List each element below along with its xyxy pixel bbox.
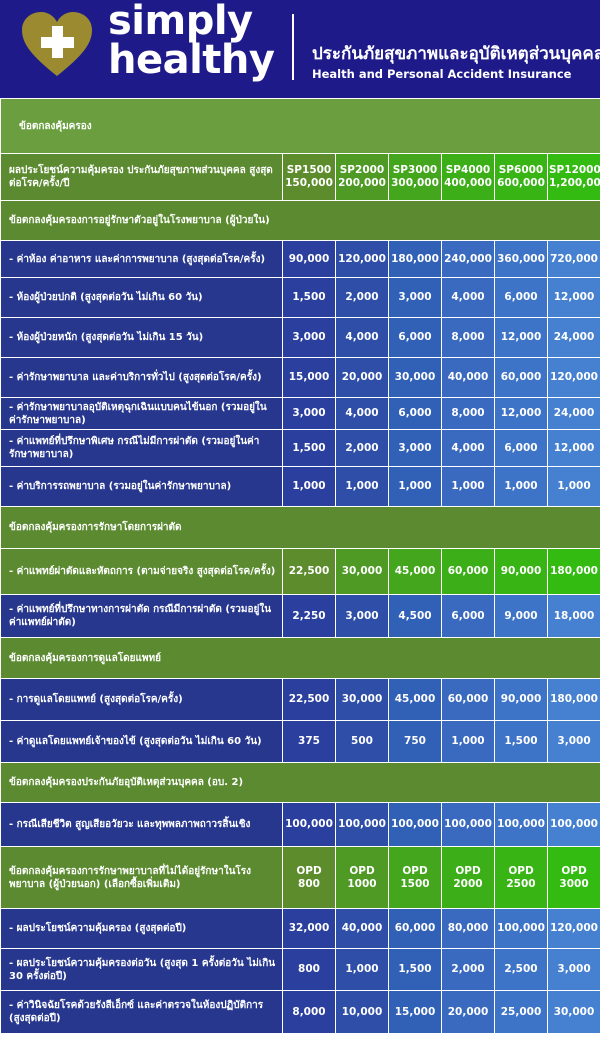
row-value: 22,500 xyxy=(283,549,336,595)
row-value: 12,000 xyxy=(548,430,601,467)
table-row xyxy=(1,430,601,467)
tagline-thai: ประกันภัยสุขภาพและอุบัติเหตุส่วนบุคคล xyxy=(312,44,605,64)
row-value: 60,000 xyxy=(442,549,495,595)
row-label: - ค่าวินิจฉัยโรคด้วยรังสีเอ็กซ์ และค่าตรวจในห้องปฏิบัติการ (สูงสุดต่อปี) xyxy=(1,991,283,1034)
row-value: 3,000 xyxy=(283,318,336,358)
plan-header-cell xyxy=(442,154,495,201)
opd-plan-code: OPD 1000 xyxy=(336,847,389,909)
plan-code: SP6000 xyxy=(498,164,544,176)
row-label: - ค่ารักษาพยาบาลอุบัติเหตุฉุกเฉินแบบคนไข้นอก (รวมอยู่ในค่ารักษาพยาบาล) xyxy=(1,398,283,430)
row-value: 45,000 xyxy=(389,549,442,595)
plan-header-cell xyxy=(548,154,608,201)
row-value: 720,000 xyxy=(548,241,601,278)
table-row xyxy=(1,507,601,549)
row-value: 3,000 xyxy=(389,278,442,318)
row-label: - กรณีเสียชีวิต สูญเสียอวัยวะ และทุพพลภาพถาวรสิ้นเชิง xyxy=(1,803,283,847)
row-value: 24,000 xyxy=(548,398,601,430)
row-value: 2,250 xyxy=(283,595,336,638)
row-value: 1,500 xyxy=(389,949,442,991)
row-value: 3,000 xyxy=(548,949,601,991)
row-value: 2,000 xyxy=(442,949,495,991)
table-row xyxy=(1,909,601,949)
row-value: 4,000 xyxy=(336,318,389,358)
row-value: 30,000 xyxy=(336,549,389,595)
row-value: 32,000 xyxy=(283,909,336,949)
row-value: 100,000 xyxy=(548,803,601,847)
row-value: 60,000 xyxy=(389,909,442,949)
header-banner xyxy=(0,0,605,98)
plan-amount: 600,000 xyxy=(497,177,545,189)
plan-header-cell xyxy=(336,154,389,201)
plan-code: SP12000 xyxy=(549,164,601,176)
row-value: 30,000 xyxy=(336,679,389,721)
table-row xyxy=(1,241,601,278)
row-value: 30,000 xyxy=(548,991,601,1034)
table-row xyxy=(1,949,601,991)
row-value: 12,000 xyxy=(548,278,601,318)
row-value: 1,500 xyxy=(283,278,336,318)
row-value: 4,500 xyxy=(389,595,442,638)
table-row xyxy=(1,467,601,507)
heart-cross-icon xyxy=(22,12,92,78)
row-value: 180,000 xyxy=(389,241,442,278)
plan-code: SP4000 xyxy=(445,164,491,176)
opd-plan-code: OPD 2500 xyxy=(495,847,548,909)
row-label: - ค่าดูแลโดยแพทย์เจ้าของไข้ (สูงสุดต่อวัน ไม่เกิน 60 วัน) xyxy=(1,721,283,763)
table-row xyxy=(1,318,601,358)
table-row xyxy=(1,154,601,201)
row-value: 2,000 xyxy=(336,278,389,318)
row-value: 500 xyxy=(336,721,389,763)
plan-amount: 300,000 xyxy=(391,177,439,189)
table-title: ข้อตกลงคุ้มครอง xyxy=(1,99,601,154)
row-value: 1,500 xyxy=(283,430,336,467)
plan-header-cell xyxy=(283,154,336,201)
plan-header-label: ผลประโยชน์ความคุ้มครอง ประกันภัยสุขภาพส่วนบุคคล สูงสุด ต่อโรค/ครั้ง/ปี xyxy=(1,154,283,201)
benefit-table xyxy=(0,98,608,1034)
row-value: 8,000 xyxy=(283,991,336,1034)
brand-line-2: healthy xyxy=(108,37,275,83)
row-value: 1,000 xyxy=(442,467,495,507)
row-value: 240,000 xyxy=(442,241,495,278)
plan-code: SP1500 xyxy=(286,164,332,176)
table-row xyxy=(1,595,601,638)
row-value: 1,500 xyxy=(495,721,548,763)
brand-line-1: simply xyxy=(108,0,253,44)
row-value: 100,000 xyxy=(442,803,495,847)
row-value: 8,000 xyxy=(442,398,495,430)
row-value: 4,000 xyxy=(442,430,495,467)
row-label: - การดูแลโดยแพทย์ (สูงสุดต่อโรค/ครั้ง) xyxy=(1,679,283,721)
row-value: 1,000 xyxy=(442,721,495,763)
row-value: 24,000 xyxy=(548,318,601,358)
row-value: 1,000 xyxy=(336,949,389,991)
table-row xyxy=(1,201,601,241)
row-value: 15,000 xyxy=(283,358,336,398)
section-heading: ข้อตกลงคุ้มครองการดูแลโดยแพทย์ xyxy=(1,638,601,679)
row-value: 90,000 xyxy=(495,679,548,721)
row-value: 12,000 xyxy=(495,398,548,430)
plan-code: SP2000 xyxy=(339,164,385,176)
row-value: 180,000 xyxy=(548,549,601,595)
row-value: 750 xyxy=(389,721,442,763)
row-value: 1,000 xyxy=(548,467,601,507)
table-row xyxy=(1,803,601,847)
row-value: 9,000 xyxy=(495,595,548,638)
opd-plan-code: OPD 1500 xyxy=(389,847,442,909)
row-label: - ห้องผู้ป่วยปกติ (สูงสุดต่อวัน ไม่เกิน 60 วัน) xyxy=(1,278,283,318)
row-label: - ค่าห้อง ค่าอาหาร และค่าการพยาบาล (สูงสุดต่อโรค/ครั้ง) xyxy=(1,241,283,278)
plan-amount: 150,000 xyxy=(285,177,333,189)
table-row xyxy=(1,549,601,595)
row-value: 22,500 xyxy=(283,679,336,721)
row-value: 1,000 xyxy=(336,467,389,507)
row-value: 18,000 xyxy=(548,595,601,638)
row-value: 375 xyxy=(283,721,336,763)
row-label: - ค่ารักษาพยาบาล และค่าบริการทั่วไป (สูงสุดต่อโรค/ครั้ง) xyxy=(1,358,283,398)
row-label: - ผลประโยชน์ความคุ้มครอง (สูงสุดต่อปี) xyxy=(1,909,283,949)
tagline-english: Health and Personal Accident Insurance xyxy=(312,67,572,81)
row-value: 120,000 xyxy=(336,241,389,278)
opd-plan-code: OPD 3000 xyxy=(548,847,601,909)
row-value: 3,000 xyxy=(548,721,601,763)
table-row xyxy=(1,679,601,721)
row-value: 25,000 xyxy=(495,991,548,1034)
row-value: 90,000 xyxy=(495,549,548,595)
row-value: 6,000 xyxy=(495,430,548,467)
row-label: - ห้องผู้ป่วยหนัก (สูงสุดต่อวัน ไม่เกิน 15 วัน) xyxy=(1,318,283,358)
table-row xyxy=(1,99,601,154)
table-row xyxy=(1,721,601,763)
section-heading: ข้อตกลงคุ้มครองการอยู่รักษาตัวอยู่ในโรงพยาบาล (ผู้ป่วยใน) xyxy=(1,201,601,241)
row-label: - ค่าบริการรถพยาบาล (รวมอยู่ในค่ารักษาพยาบาล) xyxy=(1,467,283,507)
row-value: 12,000 xyxy=(495,318,548,358)
row-value: 45,000 xyxy=(389,679,442,721)
plan-header-cell xyxy=(495,154,548,201)
row-value: 90,000 xyxy=(283,241,336,278)
row-value: 6,000 xyxy=(495,278,548,318)
row-value: 2,000 xyxy=(336,430,389,467)
row-value: 30,000 xyxy=(389,358,442,398)
row-value: 100,000 xyxy=(495,803,548,847)
row-value: 3,000 xyxy=(389,430,442,467)
row-value: 60,000 xyxy=(442,679,495,721)
table-row xyxy=(1,398,601,430)
row-value: 20,000 xyxy=(442,991,495,1034)
row-value: 6,000 xyxy=(389,398,442,430)
brand-logo-text xyxy=(108,0,275,83)
plan-header-cell xyxy=(389,154,442,201)
plan-amount: 200,000 xyxy=(338,177,386,189)
row-label: - ค่าแพทย์ที่ปรึกษาพิเศษ กรณีไม่มีการผ่าตัด (รวมอยู่ในค่ารักษาพยาบาล) xyxy=(1,430,283,467)
plan-code: SP3000 xyxy=(392,164,438,176)
row-value: 1,000 xyxy=(495,467,548,507)
row-value: 100,000 xyxy=(283,803,336,847)
table-row xyxy=(1,763,601,803)
table-row xyxy=(1,991,601,1034)
row-label: - ค่าแพทย์ที่ปรึกษาทางการผ่าตัด กรณีมีการผ่าตัด (รวมอยู่ในค่าแพทย์ผ่าตัด) xyxy=(1,595,283,638)
row-value: 120,000 xyxy=(548,358,601,398)
section-heading: ข้อตกลงคุ้มครองการรักษาโดยการผ่าตัด xyxy=(1,507,601,549)
opd-plan-code: OPD 800 xyxy=(283,847,336,909)
row-value: 100,000 xyxy=(389,803,442,847)
table-row xyxy=(1,847,601,909)
row-value: 20,000 xyxy=(336,358,389,398)
row-value: 40,000 xyxy=(442,358,495,398)
row-value: 15,000 xyxy=(389,991,442,1034)
plan-amount: 400,000 xyxy=(444,177,492,189)
row-value: 60,000 xyxy=(495,358,548,398)
row-label: - ผลประโยชน์ความคุ้มครองต่อวัน (สูงสุด 1 ครั้งต่อวัน ไม่เกิน 30 ครั้งต่อปี) xyxy=(1,949,283,991)
plan-amount: 1,200,000 xyxy=(549,177,608,189)
row-value: 40,000 xyxy=(336,909,389,949)
table-row xyxy=(1,638,601,679)
table-row xyxy=(1,358,601,398)
row-value: 100,000 xyxy=(495,909,548,949)
row-value: 4,000 xyxy=(336,398,389,430)
opd-plan-code: OPD 2000 xyxy=(442,847,495,909)
table-row xyxy=(1,278,601,318)
row-value: 3,000 xyxy=(336,595,389,638)
row-value: 360,000 xyxy=(495,241,548,278)
row-value: 1,000 xyxy=(389,467,442,507)
row-value: 8,000 xyxy=(442,318,495,358)
row-value: 120,000 xyxy=(548,909,601,949)
row-value: 1,000 xyxy=(283,467,336,507)
row-value: 6,000 xyxy=(442,595,495,638)
row-value: 180,000 xyxy=(548,679,601,721)
row-value: 100,000 xyxy=(336,803,389,847)
row-value: 10,000 xyxy=(336,991,389,1034)
row-value: 6,000 xyxy=(389,318,442,358)
header-divider xyxy=(292,14,294,80)
row-label: - ค่าแพทย์ผ่าตัดและหัตถการ (ตามจ่ายจริง สูงสุดต่อโรค/ครั้ง) xyxy=(1,549,283,595)
row-value: 80,000 xyxy=(442,909,495,949)
benefit-table-body xyxy=(1,99,608,1034)
row-value: 4,000 xyxy=(442,278,495,318)
row-value: 800 xyxy=(283,949,336,991)
section-heading: ข้อตกลงคุ้มครองประกันภัยอุบัติเหตุส่วนบุคคล (อบ. 2) xyxy=(1,763,601,803)
opd-heading: ข้อตกลงคุ้มครองการรักษาพยาบาลที่ไม่ได้อยู่รักษาในโรงพยาบาล (ผู้ป่วยนอก) (เลือกซื้อเพิ่มเติม) xyxy=(1,847,283,909)
row-value: 3,000 xyxy=(283,398,336,430)
row-value: 2,500 xyxy=(495,949,548,991)
